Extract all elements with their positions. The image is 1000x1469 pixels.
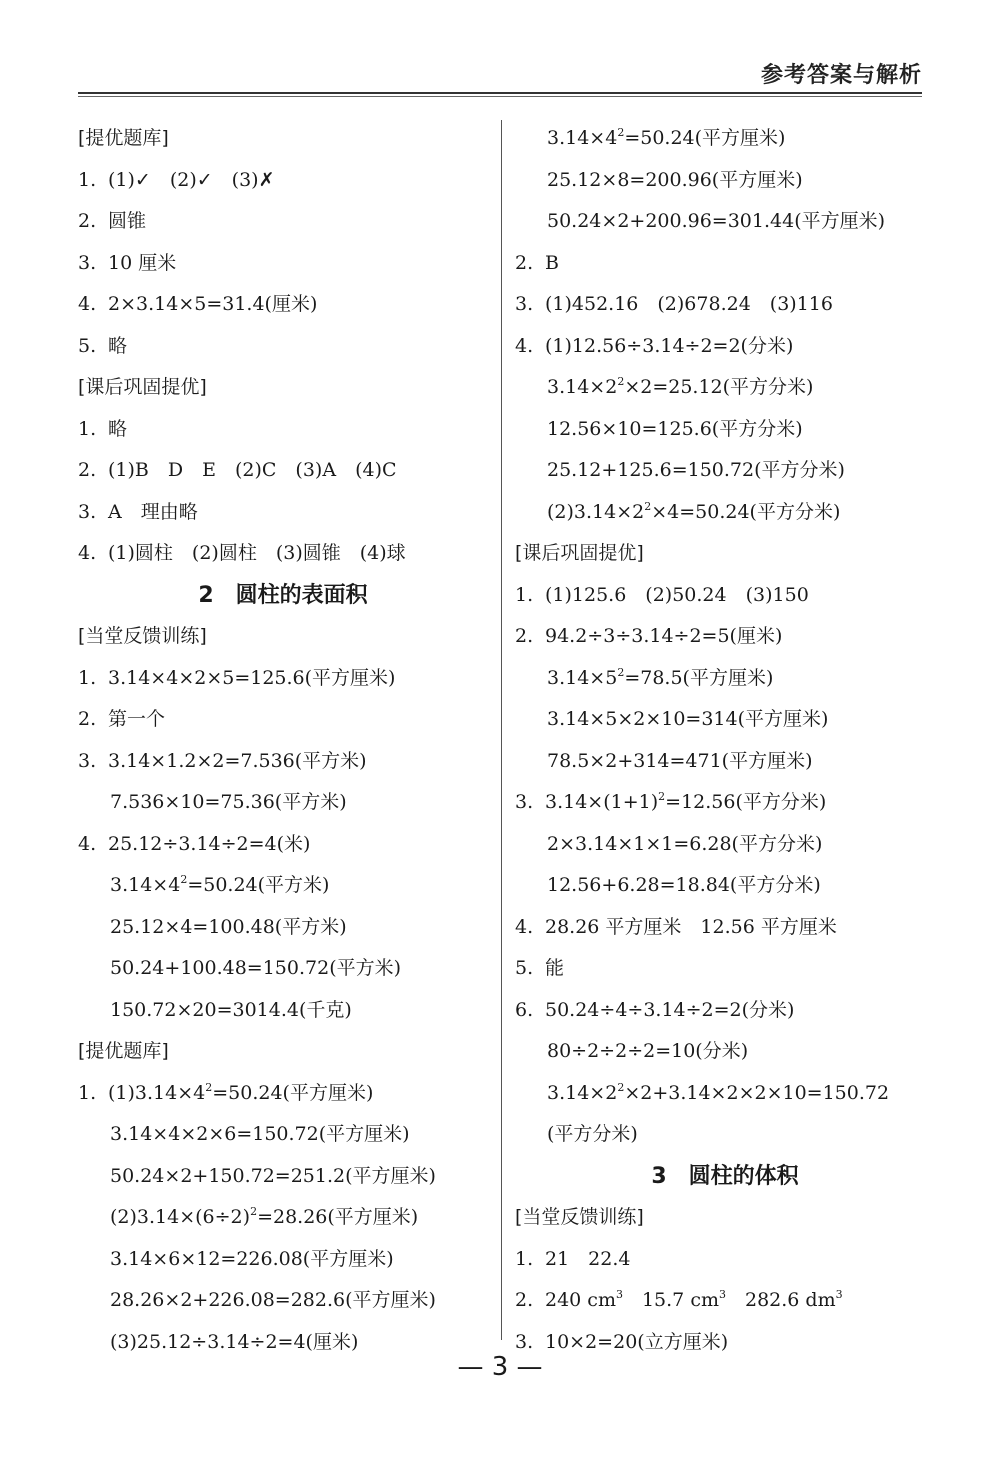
exponent: 2 (617, 665, 625, 679)
answer-text: 3.14×5×2×10=314(平方厘米) (547, 708, 829, 730)
exponent: 2 (250, 1205, 258, 1218)
answer-text: 21 22.4 (545, 1247, 631, 1270)
answer-text-tail: =12.56(平方分米) (665, 791, 827, 813)
answer-text: 3.14×4×2×5=125.6(平方厘米) (108, 666, 396, 689)
answer-text: (2)3.14×(6÷2) (110, 1206, 251, 1228)
section-label-text: [课后巩固提优] (515, 542, 644, 564)
answer-text: 略 (108, 334, 128, 357)
answer-continuation (515, 658, 935, 700)
answer-continuation (515, 1073, 935, 1115)
answer-item (515, 1239, 935, 1281)
section-label (515, 533, 935, 575)
answer-item (515, 948, 935, 990)
answer-continuation (515, 741, 935, 783)
answer-text: 240 cm (545, 1289, 616, 1311)
exponent: 3 (615, 1288, 623, 1301)
section-label-text: [课后巩固提优] (78, 376, 207, 398)
answer-continuation (515, 699, 935, 741)
answer-text: 第一个 (108, 708, 166, 730)
answer-text: 略 (108, 417, 128, 440)
answer-text: 圆锥 (108, 210, 147, 232)
exponent: 3 (718, 1288, 726, 1301)
answer-continuation (78, 1239, 488, 1281)
section-label-text: [当堂反馈训练] (515, 1206, 644, 1228)
answer-text-tail: 15.7 cm (622, 1289, 719, 1311)
answer-number: 3. (78, 251, 97, 274)
answer-text: 50.24+100.48=150.72(平方米) (110, 957, 402, 979)
answer-number: 2. (515, 625, 534, 647)
answer-number: 1. (515, 583, 534, 606)
answer-text: 2×3.14×5=31.4(厘米) (108, 293, 318, 315)
section-label (78, 1031, 488, 1073)
chapter-heading-text: 2 圆柱的表面积 (198, 582, 368, 608)
answer-item (515, 616, 935, 658)
answer-text: (1)3.14×4 (108, 1081, 206, 1104)
section-label-text: [当堂反馈训练] (78, 625, 207, 647)
answer-text-tail: =28.26(平方厘米) (257, 1206, 419, 1228)
answer-item (78, 658, 488, 700)
answer-text: 2×3.14×1×1=6.28(平方分米) (547, 832, 823, 855)
answer-continuation (515, 865, 935, 907)
answer-text: 3.14×2 (547, 376, 618, 398)
answer-text: (1)✓ (2)✓ (3)✗ (108, 168, 275, 191)
answer-text: 50.24×2+150.72=251.2(平方厘米) (110, 1164, 436, 1187)
answer-continuation (515, 201, 935, 243)
answer-text-tail: =50.24(平方米) (187, 874, 330, 896)
answer-number: 5. (515, 957, 534, 979)
answer-text: 25.12÷3.14÷2=4(米) (108, 832, 311, 855)
answer-text: 94.2÷3÷3.14÷2=5(厘米) (545, 625, 783, 647)
answer-number: 4. (78, 293, 97, 315)
exponent: 2 (644, 499, 652, 513)
answer-number: 1. (78, 666, 97, 689)
answer-text-tail: ×2+3.14×2×2×10=150.72 (624, 1081, 890, 1104)
answer-text: 12.56×10=125.6(平方分米) (547, 417, 803, 440)
answer-text: 3.14×4 (547, 127, 618, 149)
answer-number: 3. (78, 749, 97, 772)
answer-item (78, 201, 488, 243)
exponent: 2 (180, 873, 188, 886)
answer-text: 150.72×20=3014.4(千克) (110, 998, 352, 1021)
page-number: — 3 — (457, 1352, 543, 1382)
answer-continuation (515, 1031, 935, 1073)
answer-number: 4. (78, 542, 97, 564)
exponent: 2 (617, 126, 625, 139)
answer-continuation (515, 118, 935, 160)
answer-number: 3. (515, 293, 534, 315)
exponent: 2 (617, 1080, 625, 1094)
answer-text: (3)25.12÷3.14÷2=4(厘米) (110, 1330, 359, 1353)
answer-item (78, 492, 488, 534)
answer-item (515, 243, 935, 285)
header-rule-thin (78, 96, 922, 97)
section-label (78, 367, 488, 409)
answer-number: 3. (78, 500, 97, 523)
answer-item (78, 409, 488, 451)
answer-continuation (78, 907, 488, 949)
answer-item (78, 450, 488, 492)
answer-text: 12.56+6.28=18.84(平方分米) (547, 874, 821, 896)
exponent: 2 (205, 1080, 213, 1094)
chapter-heading-text: 3 圆柱的体积 (651, 1163, 799, 1189)
answer-item (78, 533, 488, 575)
answer-continuation (515, 824, 935, 866)
answer-continuation (515, 492, 935, 534)
answer-continuation (515, 450, 935, 492)
answer-text: (平方分米) (547, 1123, 638, 1145)
answer-text: 3.14×1.2×2=7.536(平方米) (108, 749, 367, 772)
answer-text: (2)3.14×2 (547, 500, 645, 523)
chapter-heading (78, 575, 488, 617)
answer-text: 28.26×2+226.08=282.6(平方厘米) (110, 1289, 436, 1311)
answer-text-tail: =78.5(平方厘米) (624, 666, 774, 689)
answer-number: 2. (78, 459, 97, 481)
answer-text: (1)12.56÷3.14÷2=2(分米) (545, 334, 794, 357)
answer-text: 78.5×2+314=471(平方厘米) (547, 749, 813, 772)
answer-number: 3. (515, 791, 534, 813)
answer-number: 2. (515, 1289, 534, 1311)
answer-text: 50.24×2+200.96=301.44(平方厘米) (547, 210, 886, 232)
header-rule (78, 92, 922, 94)
answer-text: 28.26 平方厘米 12.56 平方厘米 (545, 915, 837, 938)
answer-continuation (78, 865, 488, 907)
answer-item (78, 326, 488, 368)
answer-item (78, 284, 488, 326)
answer-text-tail: 282.6 dm (725, 1289, 836, 1311)
answer-item (515, 1280, 935, 1322)
answer-text: 25.12+125.6=150.72(平方分米) (547, 459, 845, 481)
answer-continuation (78, 1197, 488, 1239)
answer-number: 2. (78, 708, 97, 730)
exponent: 2 (617, 375, 625, 388)
answer-text: (1)452.16 (2)678.24 (3)116 (545, 293, 833, 315)
answer-text: B (545, 251, 559, 274)
answer-text: 7.536×10=75.36(平方米) (110, 791, 347, 813)
answer-text: 能 (545, 957, 565, 979)
answer-text-tail: ×4=50.24(平方分米) (651, 500, 841, 523)
header-title: 参考答案与解析 (760, 63, 922, 88)
answer-number: 1. (78, 168, 97, 191)
answer-text: 3.14×(1+1) (545, 791, 659, 813)
answer-continuation (78, 1280, 488, 1322)
section-label (78, 118, 488, 160)
answer-item (78, 824, 488, 866)
answer-text: 3.14×2 (547, 1081, 618, 1104)
exponent: 2 (658, 790, 666, 803)
answer-text: 3.14×6×12=226.08(平方厘米) (110, 1247, 394, 1270)
answer-number: 2. (78, 210, 97, 232)
left-column (78, 118, 488, 1363)
answer-number: 4. (78, 832, 97, 855)
answer-continuation (515, 1114, 935, 1156)
answer-text: 3.14×4 (110, 874, 181, 896)
answer-item (78, 160, 488, 202)
answer-item (515, 907, 935, 949)
answer-number: 1. (78, 417, 97, 440)
right-column (515, 118, 935, 1363)
answer-continuation (515, 160, 935, 202)
answer-text: (1)B D E (2)C (3)A (4)C (108, 459, 397, 481)
answer-number: 5. (78, 334, 97, 357)
answer-text: 25.12×8=200.96(平方厘米) (547, 168, 803, 191)
answer-item (78, 1073, 488, 1115)
answer-item (515, 782, 935, 824)
answer-item (78, 699, 488, 741)
answer-continuation (78, 782, 488, 824)
answer-continuation (515, 409, 935, 451)
answer-text: (1)125.6 (2)50.24 (3)150 (545, 583, 809, 606)
answer-item (78, 741, 488, 783)
answer-item (515, 284, 935, 326)
answer-text: A 理由略 (108, 500, 198, 523)
answer-text: 25.12×4=100.48(平方米) (110, 915, 347, 938)
exponent: 3 (835, 1288, 843, 1301)
answer-number: 3. (515, 1330, 534, 1353)
answer-item (78, 243, 488, 285)
answer-text-tail: ×2=25.12(平方分米) (624, 376, 814, 398)
answer-text: 10 厘米 (108, 251, 177, 274)
chapter-heading (515, 1156, 935, 1198)
answer-text: 3.14×5 (547, 666, 618, 689)
section-label (515, 1197, 935, 1239)
answer-number: 1. (515, 1247, 534, 1270)
answer-text-tail: =50.24(平方厘米) (624, 127, 786, 149)
answer-text: 10×2=20(立方厘米) (545, 1330, 729, 1353)
answer-continuation (78, 1114, 488, 1156)
answer-number: 4. (515, 334, 534, 357)
answer-continuation (515, 367, 935, 409)
answer-text-tail: =50.24(平方厘米) (212, 1081, 374, 1104)
answer-text: 3.14×4×2×6=150.72(平方厘米) (110, 1123, 410, 1145)
answer-item (515, 990, 935, 1032)
answer-item (515, 575, 935, 617)
answer-item (515, 326, 935, 368)
section-label-text: [提优题库] (78, 1040, 169, 1062)
answer-continuation (78, 948, 488, 990)
answer-number: 2. (515, 251, 534, 274)
answer-text: (1)圆柱 (2)圆柱 (3)圆锥 (4)球 (108, 542, 406, 564)
answer-continuation (78, 990, 488, 1032)
answer-continuation (78, 1156, 488, 1198)
section-label (78, 616, 488, 658)
answer-number: 1. (78, 1081, 97, 1104)
answer-number: 4. (515, 915, 534, 938)
answer-number: 6. (515, 998, 534, 1021)
answer-text: 80÷2÷2÷2=10(分米) (547, 1040, 749, 1062)
column-divider (501, 120, 502, 1340)
section-label-text: [提优题库] (78, 127, 169, 149)
answer-text: 50.24÷4÷3.14÷2=2(分米) (545, 998, 795, 1021)
